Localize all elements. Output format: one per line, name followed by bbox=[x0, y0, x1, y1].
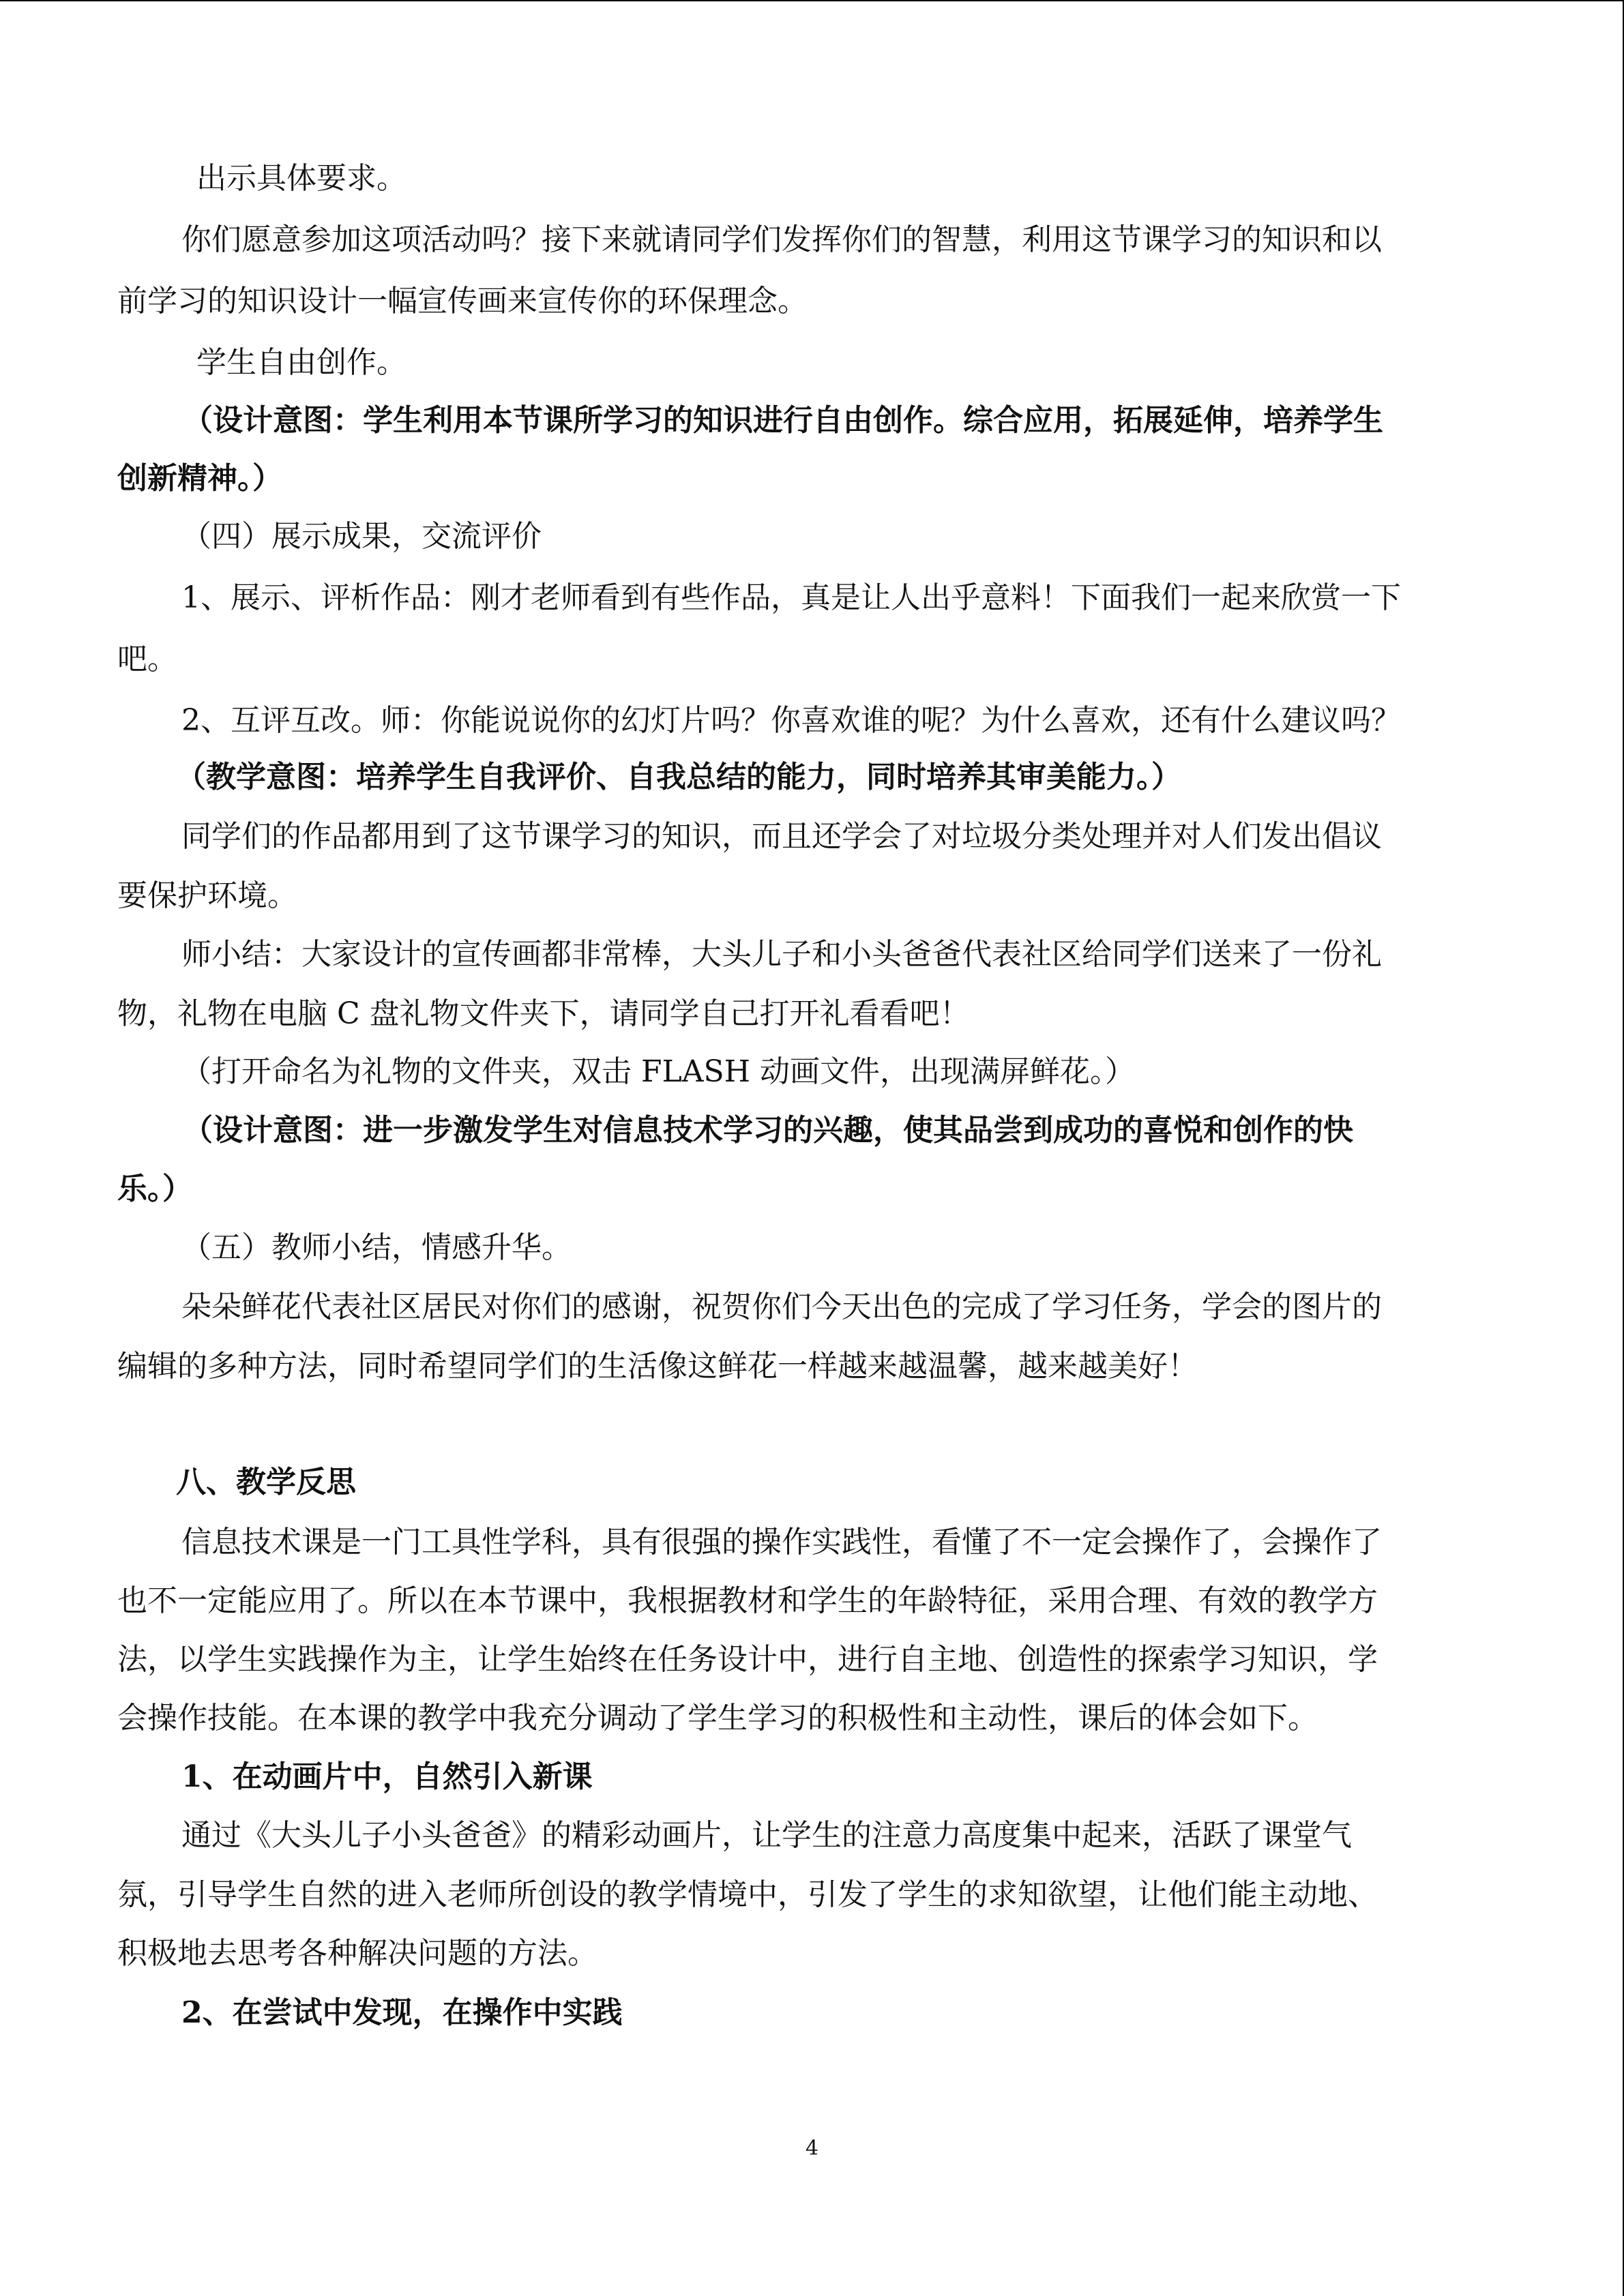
text-line: 同学们的作品都用到了这节课学习的知识，而且还学会了对垃圾分类处理并对人们发出倡议 bbox=[181, 819, 1382, 854]
section-heading: （四）展示成果，交流评价 bbox=[181, 519, 542, 554]
subsection-heading: 2、在尝试中发现，在操作中实践 bbox=[181, 1995, 623, 2030]
text-line: 通过《大头儿子小头爸爸》的精彩动画片，让学生的注意力高度集中起来，活跃了课堂气 bbox=[181, 1818, 1352, 1853]
section-heading: （五）教师小结，情感升华。 bbox=[181, 1230, 572, 1265]
design-intent-note: （设计意图：进一步激发学生对信息技术学习的兴趣，使其品尝到成功的喜悦和创作的快 bbox=[183, 1113, 1353, 1148]
text-line: 会操作技能。在本课的教学中我充分调动了学生学习的积极性和主动性，课后的体会如下。 bbox=[117, 1701, 1318, 1735]
text-line: 积极地去思考各种解决问题的方法。 bbox=[117, 1936, 597, 1971]
text-line: 也不一定能应用了。所以在本节课中，我根据教材和学生的年龄特征，采用合理、有效的教学方 bbox=[117, 1583, 1378, 1618]
subsection-heading: 1、在动画片中，自然引入新课 bbox=[181, 1759, 593, 1794]
text-line: 前学习的知识设计一幅宣传画来宣传你的环保理念。 bbox=[117, 284, 808, 318]
design-intent-note: 乐。） bbox=[117, 1172, 192, 1206]
text-line: 1、展示、评析作品：刚才老师看到有些作品，真是让人出乎意料！下面我们一起来欣赏一下 bbox=[181, 580, 1401, 615]
text-line: 法，以学生实践操作为主，让学生始终在任务设计中，进行自主地、创造性的探索学习知识，学 bbox=[117, 1642, 1378, 1677]
design-intent-note: （设计意图：学生利用本节课所学习的知识进行自由创作。综合应用，拓展延伸，培养学生 bbox=[183, 403, 1383, 438]
text-line: 出示具体要求。 bbox=[196, 161, 407, 196]
page-top-border bbox=[0, 0, 1624, 1]
text-line: 朵朵鲜花代表社区居民对你们的感谢，祝贺你们今天出色的完成了学习任务，学会的图片的 bbox=[181, 1289, 1382, 1324]
text-line: 师小结：大家设计的宣传画都非常棒，大头儿子和小头爸爸代表社区给同学们送来了一份礼 bbox=[181, 937, 1382, 972]
text-line: 你们愿意参加这项活动吗？接下来就请同学们发挥你们的智慧，利用这节课学习的知识和以 bbox=[181, 222, 1382, 257]
text-line: 氛，引导学生自然的进入老师所创设的教学情境中，引发了学生的求知欲望，让他们能主动地、 bbox=[117, 1877, 1378, 1912]
text-line: 2、互评互改。师：你能说说你的幻灯片吗？你喜欢谁的呢？为什么喜欢，还有什么建议吗？ bbox=[181, 703, 1401, 738]
teaching-intent-note: （教学意图：培养学生自我评价、自我总结的能力，同时培养其审美能力。） bbox=[176, 760, 1181, 794]
text-line: 物，礼物在电脑 C 盘礼物文件夹下，请同学自己打开礼看看吧！ bbox=[117, 996, 970, 1031]
text-line: 要保护环境。 bbox=[117, 878, 297, 913]
text-line: 信息技术课是一门工具性学科，具有很强的操作实践性，看懂了不一定会操作了，会操作了 bbox=[181, 1525, 1382, 1560]
text-line: 编辑的多种方法，同时希望同学们的生活像这鲜花一样越来越温馨，越来越美好！ bbox=[117, 1349, 1198, 1384]
page-number: 4 bbox=[805, 2136, 819, 2160]
text-line: 吧。 bbox=[117, 642, 177, 676]
section-heading: 八、教学反思 bbox=[176, 1465, 356, 1500]
text-line: （打开命名为礼物的文件夹，双击 FLASH 动画文件，出现满屏鲜花。） bbox=[181, 1054, 1136, 1089]
design-intent-note: 创新精神。） bbox=[117, 461, 282, 496]
text-line: 学生自由创作。 bbox=[196, 345, 407, 380]
